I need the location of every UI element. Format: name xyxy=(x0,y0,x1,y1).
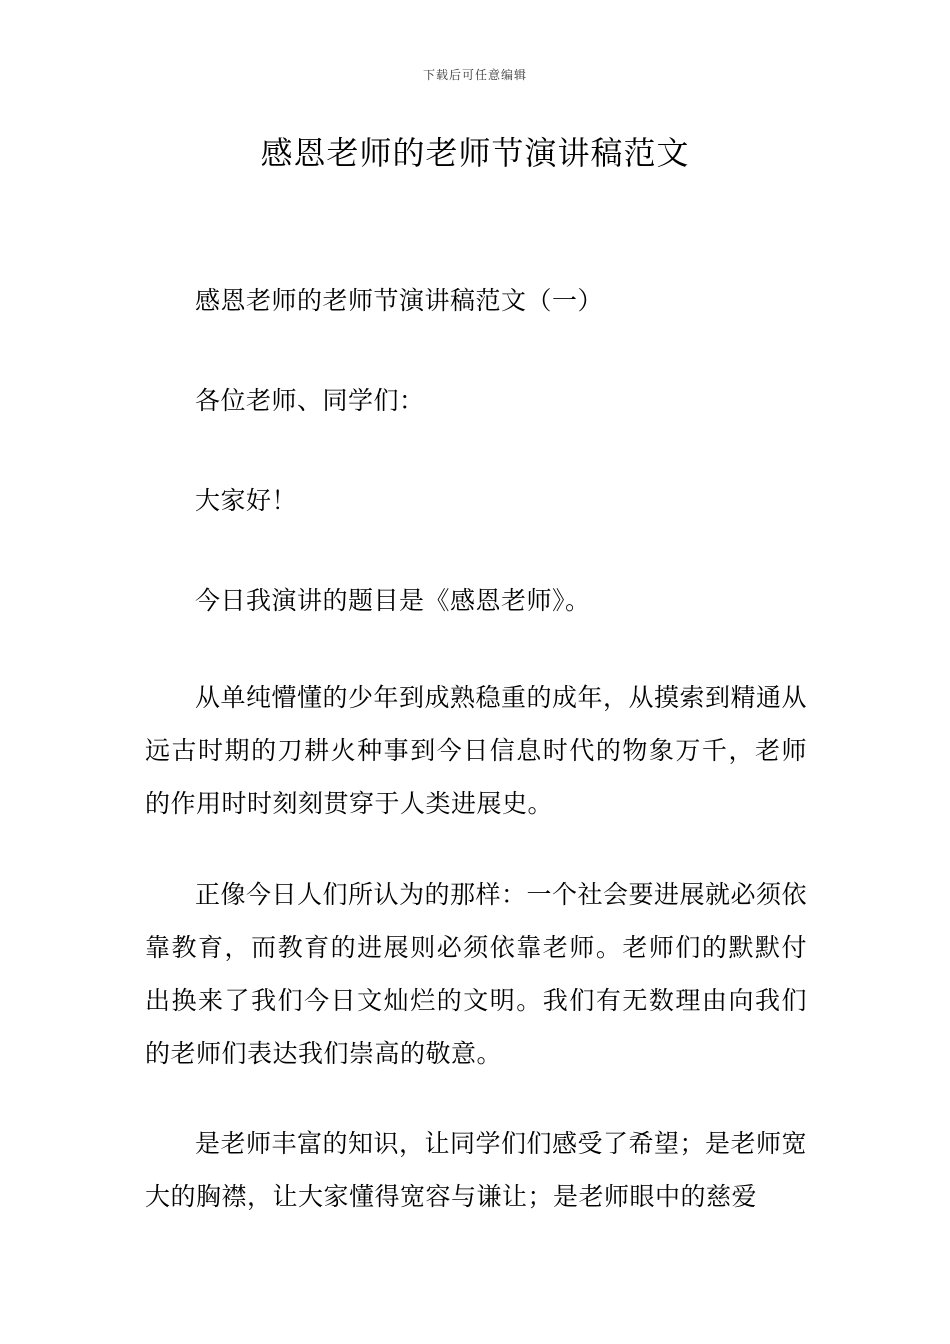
paragraph-education: 正像今日人们所认为的那样：一个社会要进展就必须依靠教育，而教育的进展则必须依靠老师。老师们的默默付出换来了我们今日文灿烂的文明。我们有无数理由向我们的老师们表达我们崇高的敬意。 xyxy=(145,880,808,1068)
paragraph-history: 从单纯懵懂的少年到成熟稳重的成年，从摸索到精通从远古时期的刀耕火种事到今日信息时代的物象万千，老师的作用时时刻刻贯穿于人类进展史。 xyxy=(145,683,808,818)
paragraph-subtitle: 感恩老师的老师节演讲稿范文（一） xyxy=(195,286,604,315)
header-note: 下载后可任意编辑 xyxy=(422,68,527,82)
paragraph-gratitude: 是老师丰富的知识，让同学们们感受了希望；是老师宽大的胸襟，让大家懂得宽容与谦让；是老师眼中的慈爱 xyxy=(145,1129,808,1211)
paragraph-greeting-audience: 各位老师、同学们： xyxy=(195,386,425,415)
paragraph-topic: 今日我演讲的题目是《感恩老师》。 xyxy=(195,586,591,615)
paragraph-hello: 大家好！ xyxy=(195,486,298,515)
document-title: 感恩老师的老师节演讲稿范文 xyxy=(260,134,690,172)
